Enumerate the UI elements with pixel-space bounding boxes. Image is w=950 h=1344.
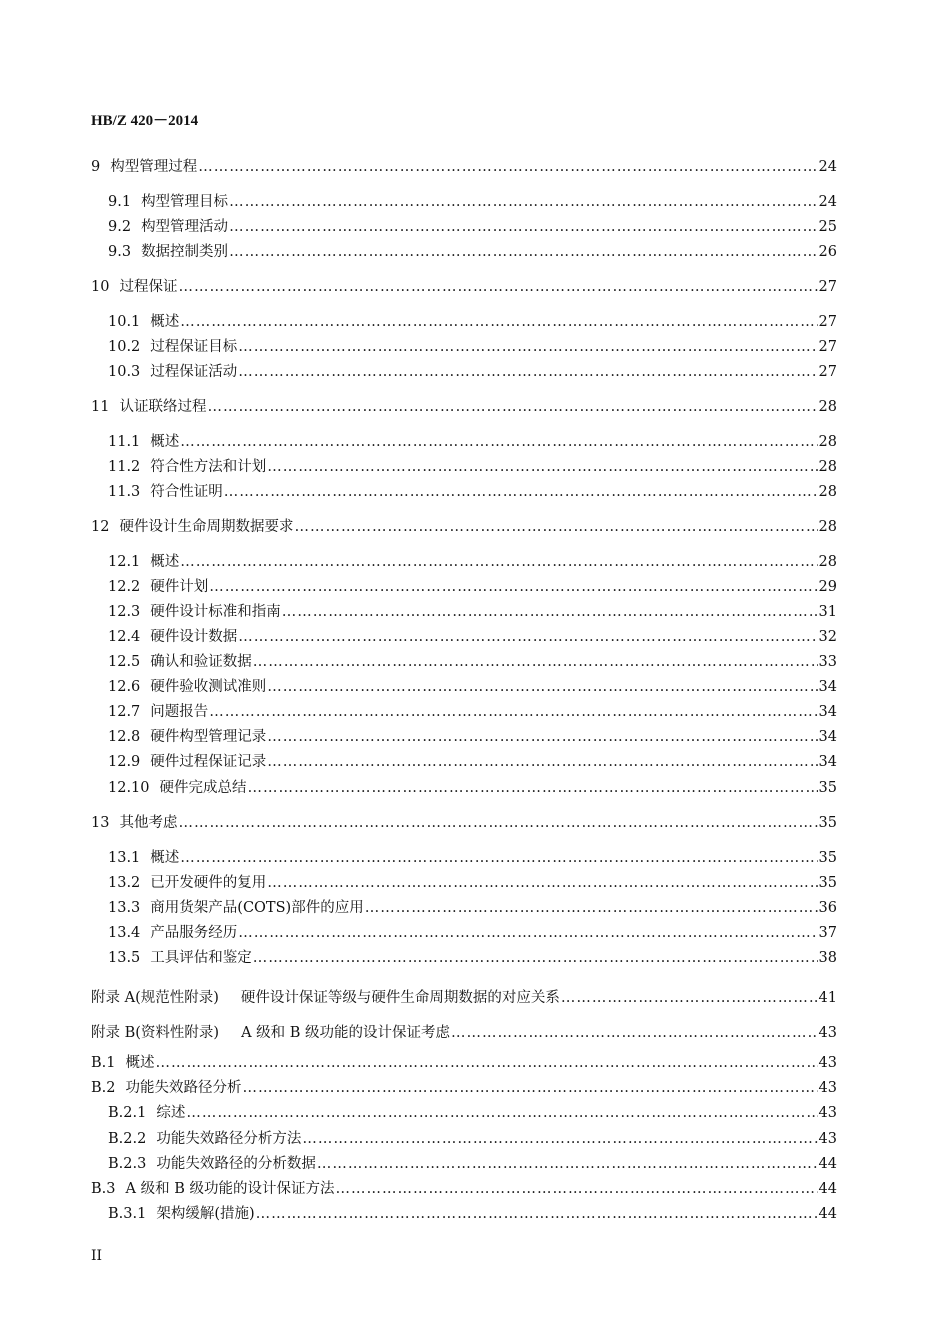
toc-entry-page: 35 bbox=[818, 780, 837, 796]
toc-entry[interactable] bbox=[91, 272, 837, 296]
toc-entry[interactable] bbox=[108, 237, 837, 261]
toc-entry-page: 36 bbox=[818, 900, 837, 916]
toc-entry-title: 概述 bbox=[150, 554, 180, 570]
toc-dot-leader bbox=[238, 338, 817, 356]
toc-dot-leader bbox=[209, 703, 817, 721]
toc-entry-page: 33 bbox=[818, 654, 837, 670]
toc-entry-page: 28 bbox=[818, 399, 837, 415]
toc-entry-title: 硬件验收测试准则 bbox=[150, 679, 267, 695]
toc-entry-page: 28 bbox=[818, 459, 837, 475]
toc-entry[interactable] bbox=[108, 572, 837, 596]
toc-entry[interactable] bbox=[108, 357, 837, 381]
toc-entry[interactable] bbox=[108, 212, 837, 236]
toc-entry-title: 硬件构型管理记录 bbox=[150, 729, 267, 745]
toc-dot-leader bbox=[335, 1180, 817, 1198]
toc-entry-number: B.3.1 bbox=[108, 1206, 147, 1222]
toc-entry-page: 34 bbox=[818, 679, 837, 695]
toc-dot-leader bbox=[253, 949, 818, 967]
toc-entry-page: 32 bbox=[818, 629, 837, 645]
toc-entry-number: 9 bbox=[91, 159, 101, 175]
toc-dot-leader bbox=[267, 874, 817, 892]
toc-entry[interactable] bbox=[108, 843, 837, 867]
toc-entry-number: 9.1 bbox=[108, 194, 132, 210]
toc-entry-page: 24 bbox=[818, 194, 837, 210]
toc-entry[interactable] bbox=[108, 773, 837, 797]
toc-entry-page: 44 bbox=[818, 1156, 837, 1172]
toc-entry-page: 28 bbox=[818, 519, 837, 535]
toc-entry[interactable] bbox=[108, 868, 837, 892]
toc-dot-leader bbox=[451, 1024, 818, 1042]
toc-entry-page: 28 bbox=[818, 484, 837, 500]
toc-dot-leader bbox=[178, 814, 817, 832]
toc-entry-title: 硬件设计生命周期数据要求 bbox=[119, 519, 294, 535]
toc-entry[interactable] bbox=[91, 1073, 837, 1097]
toc-dot-leader bbox=[180, 849, 817, 867]
toc-dot-leader bbox=[229, 193, 817, 211]
toc-entry-page: 26 bbox=[818, 244, 837, 260]
toc-dot-leader bbox=[253, 653, 818, 671]
toc-entry-page: 27 bbox=[818, 314, 837, 330]
toc-entry-title: 硬件计划 bbox=[150, 579, 209, 595]
page-number-footer: II bbox=[91, 1248, 103, 1264]
toc-entry-number: 12 bbox=[91, 519, 110, 535]
toc-entry-title: 过程保证目标 bbox=[150, 339, 238, 355]
toc-entry[interactable] bbox=[108, 722, 837, 746]
toc-entry-title: 概述 bbox=[150, 850, 180, 866]
toc-entry-page: 34 bbox=[818, 704, 837, 720]
toc-entry-number: 9.3 bbox=[108, 244, 132, 260]
toc-entry-number: 12.5 bbox=[108, 654, 141, 670]
toc-dot-leader bbox=[229, 218, 817, 236]
toc-dot-leader bbox=[238, 363, 817, 381]
toc-dot-leader bbox=[178, 278, 817, 296]
toc-entry-page: 34 bbox=[818, 729, 837, 745]
toc-dot-leader bbox=[209, 578, 817, 596]
toc-entry[interactable] bbox=[108, 307, 837, 331]
toc-dot-leader bbox=[238, 924, 817, 942]
toc-dot-leader bbox=[267, 728, 817, 746]
toc-entry[interactable] bbox=[91, 983, 837, 1007]
toc-entry[interactable] bbox=[108, 477, 837, 501]
toc-entry-number: B.3 bbox=[91, 1181, 116, 1197]
toc-entry-number: B.1 bbox=[91, 1055, 116, 1071]
toc-entry[interactable] bbox=[108, 893, 837, 917]
toc-entry[interactable] bbox=[108, 1098, 837, 1122]
toc-entry-number: B.2.1 bbox=[108, 1105, 147, 1121]
toc-entry-title: 构型管理活动 bbox=[141, 219, 229, 235]
toc-entry-number: 12.10 bbox=[108, 780, 150, 796]
toc-dot-leader bbox=[224, 483, 818, 501]
toc-entry-page: 27 bbox=[818, 364, 837, 380]
document-code: HB/Z 420－2014 bbox=[91, 113, 199, 129]
toc-entry-page: 28 bbox=[818, 554, 837, 570]
toc-entry-page: 27 bbox=[818, 279, 837, 295]
toc-entry-page: 43 bbox=[818, 1105, 837, 1121]
toc-entry-title: 硬件设计保证等级与硬件生命周期数据的对应关系 bbox=[240, 990, 560, 1006]
toc-entry[interactable] bbox=[108, 597, 837, 621]
toc-entry-number: 13 bbox=[91, 815, 110, 831]
toc-dot-leader bbox=[229, 243, 817, 261]
toc-entry-title: 硬件过程保证记录 bbox=[150, 754, 267, 770]
toc-entry-title: 认证联络过程 bbox=[119, 399, 207, 415]
toc-entry-page: 31 bbox=[818, 604, 837, 620]
toc-entry-number: B.2.2 bbox=[108, 1131, 147, 1147]
toc-entry-page: 43 bbox=[818, 1055, 837, 1071]
toc-entry-number: 12.2 bbox=[108, 579, 141, 595]
toc-entry[interactable] bbox=[108, 427, 837, 451]
toc-entry-page: 27 bbox=[818, 339, 837, 355]
toc-entry-number: 13.5 bbox=[108, 950, 141, 966]
toc-dot-leader bbox=[180, 433, 817, 451]
toc-entry[interactable] bbox=[108, 697, 837, 721]
toc-entry[interactable] bbox=[91, 1174, 837, 1198]
toc-entry[interactable] bbox=[91, 152, 837, 176]
toc-entry-number: 附录 A(规范性附录) bbox=[91, 990, 219, 1006]
toc-dot-leader bbox=[267, 753, 817, 771]
toc-entry-number: 12.8 bbox=[108, 729, 141, 745]
toc-entry-number: 12.4 bbox=[108, 629, 141, 645]
toc-entry-number: B.2.3 bbox=[108, 1156, 147, 1172]
toc-entry-page: 43 bbox=[818, 1080, 837, 1096]
toc-entry[interactable] bbox=[91, 392, 837, 416]
toc-dot-leader bbox=[198, 158, 817, 176]
toc-entry-number: 10.1 bbox=[108, 314, 141, 330]
toc-dot-leader bbox=[207, 398, 817, 416]
toc-entry-number: 10.3 bbox=[108, 364, 141, 380]
toc-entry-title: 概述 bbox=[125, 1055, 155, 1071]
toc-entry[interactable] bbox=[108, 1199, 837, 1223]
toc-dot-leader bbox=[317, 1155, 818, 1173]
toc-dot-leader bbox=[180, 313, 817, 331]
toc-entry-title: A 级和 B 级功能的设计保证方法 bbox=[125, 1181, 335, 1197]
toc-entry-number: 13.1 bbox=[108, 850, 141, 866]
toc-entry-number: 附录 B(资料性附录) bbox=[91, 1025, 220, 1041]
toc-entry-page: 41 bbox=[818, 990, 837, 1006]
toc-entry-page: 34 bbox=[818, 754, 837, 770]
toc-entry-number: 12.9 bbox=[108, 754, 141, 770]
toc-entry-title: 工具评估和鉴定 bbox=[150, 950, 252, 966]
toc-dot-leader bbox=[243, 1079, 818, 1097]
toc-entry-title: 硬件完成总结 bbox=[159, 780, 247, 796]
toc-entry-title: 功能失效路径分析方法 bbox=[156, 1131, 302, 1147]
toc-entry-number: 13.4 bbox=[108, 925, 141, 941]
toc-entry-page: 43 bbox=[818, 1025, 837, 1041]
toc-entry[interactable] bbox=[91, 1018, 837, 1042]
toc-entry-page: 38 bbox=[818, 950, 837, 966]
toc-entry-number: 10.2 bbox=[108, 339, 141, 355]
toc-entry-title: 功能失效路径的分析数据 bbox=[156, 1156, 316, 1172]
toc-entry-number: 12.6 bbox=[108, 679, 141, 695]
toc-entry[interactable] bbox=[108, 672, 837, 696]
toc-entry-number: 13.3 bbox=[108, 900, 141, 916]
toc-entry[interactable] bbox=[108, 452, 837, 476]
toc-entry-title: 产品服务经历 bbox=[150, 925, 238, 941]
toc-entry[interactable] bbox=[91, 512, 837, 536]
toc-entry-title: 符合性方法和计划 bbox=[150, 459, 267, 475]
toc-dot-leader bbox=[267, 458, 817, 476]
toc-entry-number: 12.7 bbox=[108, 704, 141, 720]
toc-entry[interactable] bbox=[108, 332, 837, 356]
toc-dot-leader bbox=[256, 1205, 818, 1223]
toc-dot-leader bbox=[561, 989, 818, 1007]
toc-entry-title: 数据控制类别 bbox=[141, 244, 229, 260]
toc-entry-page: 35 bbox=[818, 815, 837, 831]
toc-entry-page: 35 bbox=[818, 850, 837, 866]
toc-entry-number: 9.2 bbox=[108, 219, 132, 235]
toc-entry-page: 29 bbox=[818, 579, 837, 595]
toc-entry-page: 37 bbox=[818, 925, 837, 941]
toc-dot-leader bbox=[282, 603, 818, 621]
toc-entry[interactable] bbox=[91, 1048, 837, 1072]
toc-entry-page: 28 bbox=[818, 434, 837, 450]
toc-entry[interactable] bbox=[108, 943, 837, 967]
toc-entry-title: 硬件设计数据 bbox=[150, 629, 238, 645]
toc-entry-title: 已开发硬件的复用 bbox=[150, 875, 267, 891]
toc-entry-page: 44 bbox=[818, 1206, 837, 1222]
toc-entry-number: 11.1 bbox=[108, 434, 141, 450]
toc-entry-number: 11.3 bbox=[108, 484, 141, 500]
toc-entry[interactable] bbox=[108, 918, 837, 942]
toc-dot-leader bbox=[267, 678, 817, 696]
toc-entry-title: 概述 bbox=[150, 434, 180, 450]
toc-entry[interactable] bbox=[108, 1124, 837, 1148]
toc-dot-leader bbox=[186, 1104, 817, 1122]
toc-entry-title: 商用货架产品(COTS)部件的应用 bbox=[150, 900, 364, 916]
toc-entry-page: 44 bbox=[818, 1181, 837, 1197]
toc-entry-number: B.2 bbox=[91, 1080, 116, 1096]
toc-entry-title: 确认和验证数据 bbox=[150, 654, 252, 670]
toc-dot-leader bbox=[294, 518, 817, 536]
toc-entry[interactable] bbox=[91, 808, 837, 832]
toc-entry-title: 其他考虑 bbox=[119, 815, 178, 831]
toc-entry-title: 过程保证 bbox=[119, 279, 178, 295]
toc-entry-page: 43 bbox=[818, 1131, 837, 1147]
toc-dot-leader bbox=[365, 899, 818, 917]
toc-entry[interactable] bbox=[108, 747, 837, 771]
toc-dot-leader bbox=[238, 628, 817, 646]
toc-entry-title: 构型管理目标 bbox=[141, 194, 229, 210]
toc-dot-leader bbox=[180, 553, 817, 571]
toc-entry-title: A 级和 B 级功能的设计保证考虑 bbox=[241, 1025, 451, 1041]
toc-entry[interactable] bbox=[108, 622, 837, 646]
toc-entry-title: 架构缓解(措施) bbox=[156, 1206, 255, 1222]
toc-entry-title: 概述 bbox=[150, 314, 180, 330]
toc-entry-title: 功能失效路径分析 bbox=[125, 1080, 242, 1096]
toc-entry-number: 12.1 bbox=[108, 554, 141, 570]
toc-entry-page: 35 bbox=[818, 875, 837, 891]
toc-entry-title: 硬件设计标准和指南 bbox=[150, 604, 281, 620]
toc-entry-title: 问题报告 bbox=[150, 704, 209, 720]
toc-entry-page: 25 bbox=[818, 219, 837, 235]
toc-entry-title: 符合性证明 bbox=[150, 484, 223, 500]
toc-entry[interactable] bbox=[108, 647, 837, 671]
toc-entry-number: 13.2 bbox=[108, 875, 141, 891]
toc-entry-title: 构型管理过程 bbox=[110, 159, 198, 175]
toc-entry[interactable] bbox=[108, 1149, 837, 1173]
toc-dot-leader bbox=[248, 779, 818, 797]
toc-entry-number: 11 bbox=[91, 399, 110, 415]
toc-entry-page: 24 bbox=[818, 159, 837, 175]
toc-entry[interactable] bbox=[108, 187, 837, 211]
toc-entry[interactable] bbox=[108, 547, 837, 571]
toc-dot-leader bbox=[302, 1130, 817, 1148]
toc-entry-title: 综述 bbox=[156, 1105, 186, 1121]
toc-entry-number: 11.2 bbox=[108, 459, 141, 475]
toc-entry-number: 10 bbox=[91, 279, 110, 295]
toc-entry-number: 12.3 bbox=[108, 604, 141, 620]
toc-dot-leader bbox=[156, 1054, 818, 1072]
toc-entry-title: 过程保证活动 bbox=[150, 364, 238, 380]
